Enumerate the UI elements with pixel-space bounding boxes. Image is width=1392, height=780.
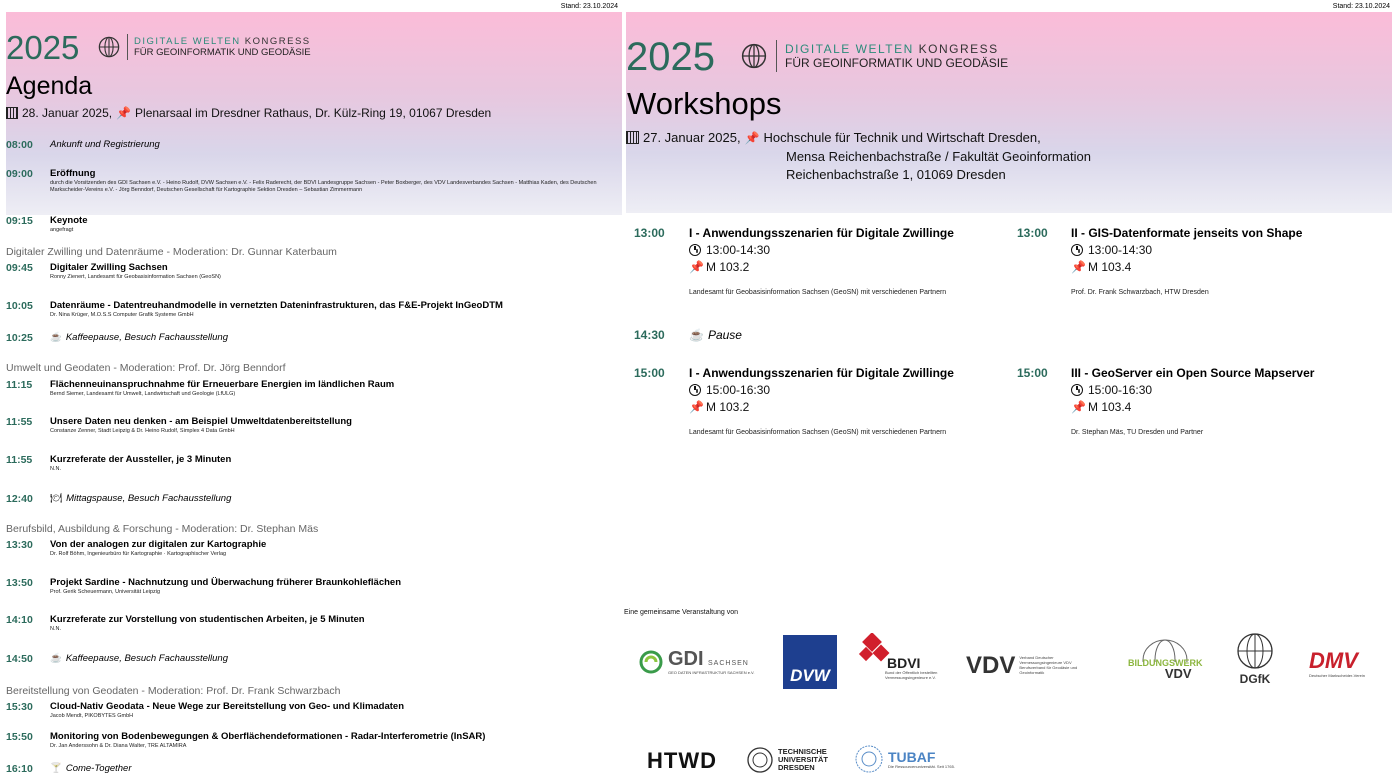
vdv-text: VDV — [966, 652, 1016, 679]
agenda-speaker: angefragt — [50, 227, 74, 233]
agenda-time: 14:50 — [6, 653, 33, 665]
workshop-room: M 103.2 — [706, 400, 750, 414]
pin-icon: 📌 — [116, 106, 132, 120]
workshop-time: 15:00 — [1017, 366, 1048, 380]
agenda-title: Von der analogen zur digitalen zur Kartographie — [50, 539, 267, 550]
workshop-time: 13:00 — [634, 226, 665, 240]
event-date: 27. Januar 2025, — [643, 130, 741, 145]
pin-icon: 📌 — [689, 400, 704, 414]
dmv-small: Deutscher Markscheider-Verein — [1309, 673, 1366, 678]
tubaf-text: TUBAF — [888, 748, 936, 765]
year-label: 2025 — [6, 29, 80, 66]
pin-icon: 📌 — [744, 131, 760, 145]
workshop-card — [689, 366, 954, 436]
bdvi-text: BDVI — [887, 655, 921, 671]
agenda-title: Cloud-Nativ Geodata - Neue Wege zur Bereitstellung von Geo- und Klimadaten — [50, 701, 405, 712]
kongress-logo — [98, 34, 311, 60]
agenda-time: 11:15 — [6, 379, 33, 391]
clock-icon — [1071, 244, 1083, 256]
agenda-time: 15:50 — [6, 731, 33, 743]
clock-icon — [1071, 384, 1083, 396]
pin-icon: 📌 — [1071, 400, 1086, 414]
agenda-speaker: Ronny Zienert, Landesamt für Geobasisinformation Sachsen (GeoSN) — [50, 274, 221, 280]
gdi-text: GDI — [668, 648, 704, 670]
agenda-time: 10:05 — [6, 300, 33, 312]
agenda-speaker: Constanze Zenner, Stadt Leipzig & Dr. Heino Rudolf, Simplex 4 Data GmbH — [50, 428, 235, 434]
section-heading: Bereitstellung von Geodaten - Moderation: Prof. Dr. Frank Schwarzbach — [6, 685, 341, 697]
agenda-time: 16:10 — [6, 763, 33, 775]
bdvi-small: Bund der Öffentlich bestellten Vermessungsingenieure e.V. — [885, 670, 938, 680]
venue-line-2: Mensa Reichenbachstraße / Fakultät Geoinformation — [786, 148, 1091, 164]
agenda-time: 13:50 — [6, 577, 33, 589]
section-heading: Berufsbild, Ausbildung & Forschung - Moderation: Dr. Stephan Mäs — [6, 523, 319, 535]
agenda-time: 15:30 — [6, 701, 33, 713]
workshop-host: Landesamt für Geobasisinformation Sachsen (GeoSN) mit verschiedenen Partnern — [689, 429, 947, 436]
agenda-time: 08:00 — [6, 139, 33, 151]
agenda-time: 11:55 — [6, 454, 33, 466]
tubaf-seal-icon — [854, 744, 884, 774]
agenda-title: 🍸 Come-Together — [50, 763, 132, 774]
vdv-small: Verband Deutscher Vermessungsingenieure VDV Berufsverband für Geodäsie und Geoinformatik — [1019, 655, 1078, 675]
calendar-icon — [6, 107, 18, 119]
agenda-time: 12:40 — [6, 493, 33, 505]
agenda-speaker: N.N. — [50, 466, 61, 472]
workshop-card — [1071, 226, 1302, 296]
workshop-page — [624, 0, 1392, 780]
pin-icon: 📌 — [689, 260, 704, 274]
dmv-logo — [1309, 648, 1365, 679]
workshop-host: Prof. Dr. Frank Schwarzbach, HTW Dresden — [1071, 289, 1209, 296]
agenda-title: 🍽 Mittagspause, Besuch Fachausstellung — [50, 493, 232, 504]
clock-icon — [689, 384, 701, 396]
workshop-room: M 103.4 — [1088, 400, 1132, 414]
agenda-speaker: Dr. Nina Krüger, M.O.S.S Computer Grafik Systeme GmbH — [50, 312, 194, 318]
dmv-text: DMV — [1309, 648, 1358, 673]
logo-divider — [776, 40, 777, 72]
agenda-speaker: Dr. Jan Anderssohn & Dr. Diana Walter, TRE ALTAMIRA — [50, 743, 187, 749]
workshop-room: M 103.2 — [706, 260, 750, 274]
pin-icon: 📌 — [1071, 260, 1086, 274]
logo-word-kongress: KONGRESS — [244, 35, 311, 47]
dgfk-logo — [1236, 632, 1274, 686]
htw-text: HTWD — [647, 748, 717, 773]
workshop-host: Landesamt für Geobasisinformation Sachsen (GeoSN) mit verschiedenen Partnern — [689, 289, 947, 296]
agenda-speaker: Dr. Rolf Böhm, Ingenieurbüro für Kartographie · Kartographischer Verlag — [50, 551, 227, 557]
agenda-speaker: N.N. — [50, 626, 61, 632]
venue-line-1: Hochschule für Technik und Wirtschaft Dresden, — [763, 130, 1041, 145]
agenda-title: Unsere Daten neu denken - am Beispiel Umweltdatenbereitstellung — [50, 416, 352, 427]
tu-dresden-seal-icon — [746, 746, 774, 774]
agenda-page — [0, 0, 622, 780]
event-date: 28. Januar 2025, — [22, 106, 113, 120]
agenda-time: 14:10 — [6, 614, 33, 626]
bdvi-logo — [857, 633, 945, 681]
tubaf-small: Die Ressourcenuniversität. Seit 1765. — [888, 763, 955, 769]
stand-date: Stand: 23.10.2024 — [1332, 3, 1390, 10]
globe-icon — [98, 36, 120, 58]
workshop-host: Dr. Stephan Mäs, TU Dresden und Partner — [1071, 429, 1204, 436]
stand-date: Stand: 23.10.2024 — [560, 3, 618, 10]
calendar-icon — [626, 131, 639, 144]
workshop-room: M 103.4 — [1088, 260, 1132, 274]
agenda-title: Flächenneuinanspruchnahme für Erneuerbare Energien im ländlichen Raum — [50, 379, 395, 390]
logo-word-digitale: DIGITALE — [134, 35, 189, 47]
workshop-card — [1071, 366, 1314, 436]
agenda-title: Projekt Sardine - Nachnutzung und Überwachung früherer Braunkohleflächen — [50, 577, 402, 588]
logo-word-welten: WELTEN — [855, 41, 914, 56]
agenda-title: Kurzreferate zur Vorstellung von studentischen Arbeiten, je 5 Minuten — [50, 614, 365, 625]
workshop-slot: 13:00-14:30 — [1088, 243, 1153, 257]
agenda-time: 13:30 — [6, 539, 33, 551]
coffee-icon: ☕ — [50, 653, 62, 664]
workshop-slot: 15:00-16:30 — [706, 383, 771, 397]
page-title: Workshops — [627, 86, 782, 121]
workshop-slot: 13:00-14:30 — [706, 243, 771, 257]
dvw-text: DVW — [790, 666, 830, 685]
logo-subtitle: FÜR GEOINFORMATIK UND GEODÄSIE — [134, 47, 311, 58]
agenda-title: Datenräume - Datentreuhandmodelle in vernetzten Dateninfrastrukturen, das F&E-Projekt InGeoDTM — [50, 300, 503, 311]
agenda-time: 09:00 — [6, 168, 33, 180]
agenda-title: Monitoring von Bodenbewegungen & Oberflächendeformationen - Radar-Interferometrie (InSAR) — [50, 731, 486, 742]
coffee-icon: ☕ — [50, 332, 62, 343]
venue-line — [6, 106, 491, 120]
pause-label: ☕ Pause — [689, 328, 742, 342]
tu-dresden-text: TECHNISCHE UNIVERSITÄT DRESDEN — [778, 746, 829, 773]
agenda-title: ☕ Kaffeepause, Besuch Fachausstellung — [50, 332, 228, 343]
venue-block — [626, 129, 1091, 185]
workshop-title: I - Anwendungsszenarien für Digitale Zwillinge — [689, 226, 954, 240]
pause-time: 14:30 — [634, 328, 665, 342]
tubaf-logo — [854, 744, 955, 774]
globe-icon — [741, 43, 767, 69]
agenda-speaker: durch die Vorsitzenden des GDI Sachsen e.V. - Heino Rudolf, DVW Sachsen e.V. - Felix Raderecht, der BDVI Landesgruppe Sachsen - Peter Boxberger, des VDV Landesverbandes Sachsen - Matthias Kaden, des Deutschen Markscheider-Vereins e.V. - Jörg Benndorf, Deutschen Gesellschaft für Kartographie Sektion Dresden – Sebastian Zimmermann — [50, 180, 597, 194]
coffee-icon: ☕ — [689, 328, 704, 342]
workshop-title: I - Anwendungsszenarien für Digitale Zwillinge — [689, 366, 954, 380]
workshop-time: 13:00 — [1017, 226, 1048, 240]
agenda-speaker: Prof. Gerik Scheuermann, Universität Leipzig — [50, 589, 161, 595]
agenda-time: 10:25 — [6, 332, 33, 344]
cutlery-icon: 🍽 — [50, 493, 63, 504]
gdi-sub: SACHSEN — [708, 660, 749, 667]
bildungswerk-vdv-text: VDV — [1164, 666, 1192, 681]
agenda-speaker: Jacob Mendt, PIKOBYTES GmbH — [50, 713, 134, 719]
section-heading: Umwelt und Geodaten - Moderation: Prof. Dr. Jörg Benndorf — [6, 362, 286, 374]
logo-word-digitale: DIGITALE — [785, 41, 851, 56]
dgfk-text: DGfK — [1239, 672, 1271, 686]
agenda-time: 11:55 — [6, 416, 33, 428]
workshop-time: 15:00 — [634, 366, 665, 380]
workshop-slot: 15:00-16:30 — [1088, 383, 1153, 397]
kongress-logo — [741, 40, 1008, 72]
sponsor-label: Eine gemeinsame Veranstaltung von — [624, 609, 739, 616]
dgfk-globe-icon — [1236, 632, 1274, 670]
logo-word-kongress: KONGRESS — [918, 41, 999, 56]
tu-dresden-logo — [746, 746, 840, 774]
agenda-title: ☕ Kaffeepause, Besuch Fachausstellung — [50, 653, 228, 664]
logo-divider — [127, 34, 128, 60]
agenda-title: Keynote — [50, 215, 88, 226]
page-title: Agenda — [6, 72, 93, 100]
agenda-title: Digitaler Zwilling Sachsen — [50, 262, 168, 273]
bildungswerk-text: BILDUNGSWERK — [1128, 658, 1203, 668]
agenda-title: Ankunft und Registrierung — [50, 139, 160, 150]
workshop-title: III - GeoServer ein Open Source Mapserver — [1071, 366, 1315, 380]
bildungswerk-vdv-logo — [1128, 636, 1203, 681]
agenda-speaker: Bernd Siemer, Landesamt für Umwelt, Landwirtschaft und Geologie (LfULG) — [50, 391, 236, 397]
cocktail-icon: 🍸 — [50, 763, 62, 774]
agenda-title: Eröffnung — [50, 168, 96, 179]
year-label: 2025 — [626, 35, 715, 79]
logo-word-welten: WELTEN — [192, 35, 241, 47]
gdi-small: GEO DATEN INFRASTRUKTUR SACHSEN e.V. — [668, 670, 755, 675]
venue-line-3: Reichenbachstraße 1, 01069 Dresden — [786, 167, 1006, 182]
gdi-swirl-icon — [638, 649, 664, 675]
workshop-card — [689, 226, 954, 296]
agenda-time: 09:15 — [6, 215, 33, 227]
gdi-sachsen-logo — [638, 648, 754, 676]
vdv-logo — [966, 652, 1097, 680]
logo-subtitle: FÜR GEOINFORMATIK UND GEODÄSIE — [785, 56, 1009, 70]
section-heading: Digitaler Zwilling und Datenräume - Moderation: Dr. Gunnar Katerbaum — [6, 246, 337, 258]
clock-icon — [689, 244, 701, 256]
dvw-logo — [783, 635, 837, 689]
workshop-title: II - GIS-Datenformate jenseits von Shape — [1071, 226, 1303, 240]
htw-logo — [647, 748, 717, 774]
agenda-time: 09:45 — [6, 262, 33, 274]
event-venue: Plenarsaal im Dresdner Rathaus, Dr. Külz-Ring 19, 01067 Dresden — [135, 106, 492, 120]
agenda-title: Kurzreferate der Aussteller, je 3 Minuten — [50, 454, 232, 465]
